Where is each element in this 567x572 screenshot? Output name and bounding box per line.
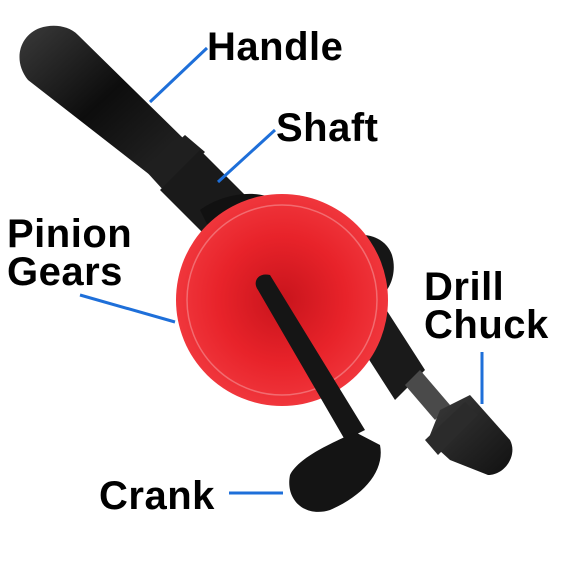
label-shaft: Shaft bbox=[276, 106, 379, 150]
handle-leader-line bbox=[150, 48, 207, 102]
label-handle: Handle bbox=[207, 25, 344, 69]
label-drill-line-1: Drill bbox=[424, 265, 505, 309]
label-crank: Crank bbox=[99, 474, 215, 518]
label-drill-line-2: Chuck bbox=[424, 303, 549, 347]
shaft-leader-line bbox=[218, 130, 275, 182]
handle-grip bbox=[19, 26, 185, 175]
label-pinion-line-1: Pinion bbox=[7, 212, 133, 256]
label-pinion-gears bbox=[7, 212, 133, 294]
label-drill-chuck bbox=[424, 265, 549, 347]
pinion-gears-leader-line bbox=[80, 295, 175, 322]
crank-knob bbox=[289, 432, 381, 512]
label-pinion-line-2: Gears bbox=[7, 250, 123, 294]
